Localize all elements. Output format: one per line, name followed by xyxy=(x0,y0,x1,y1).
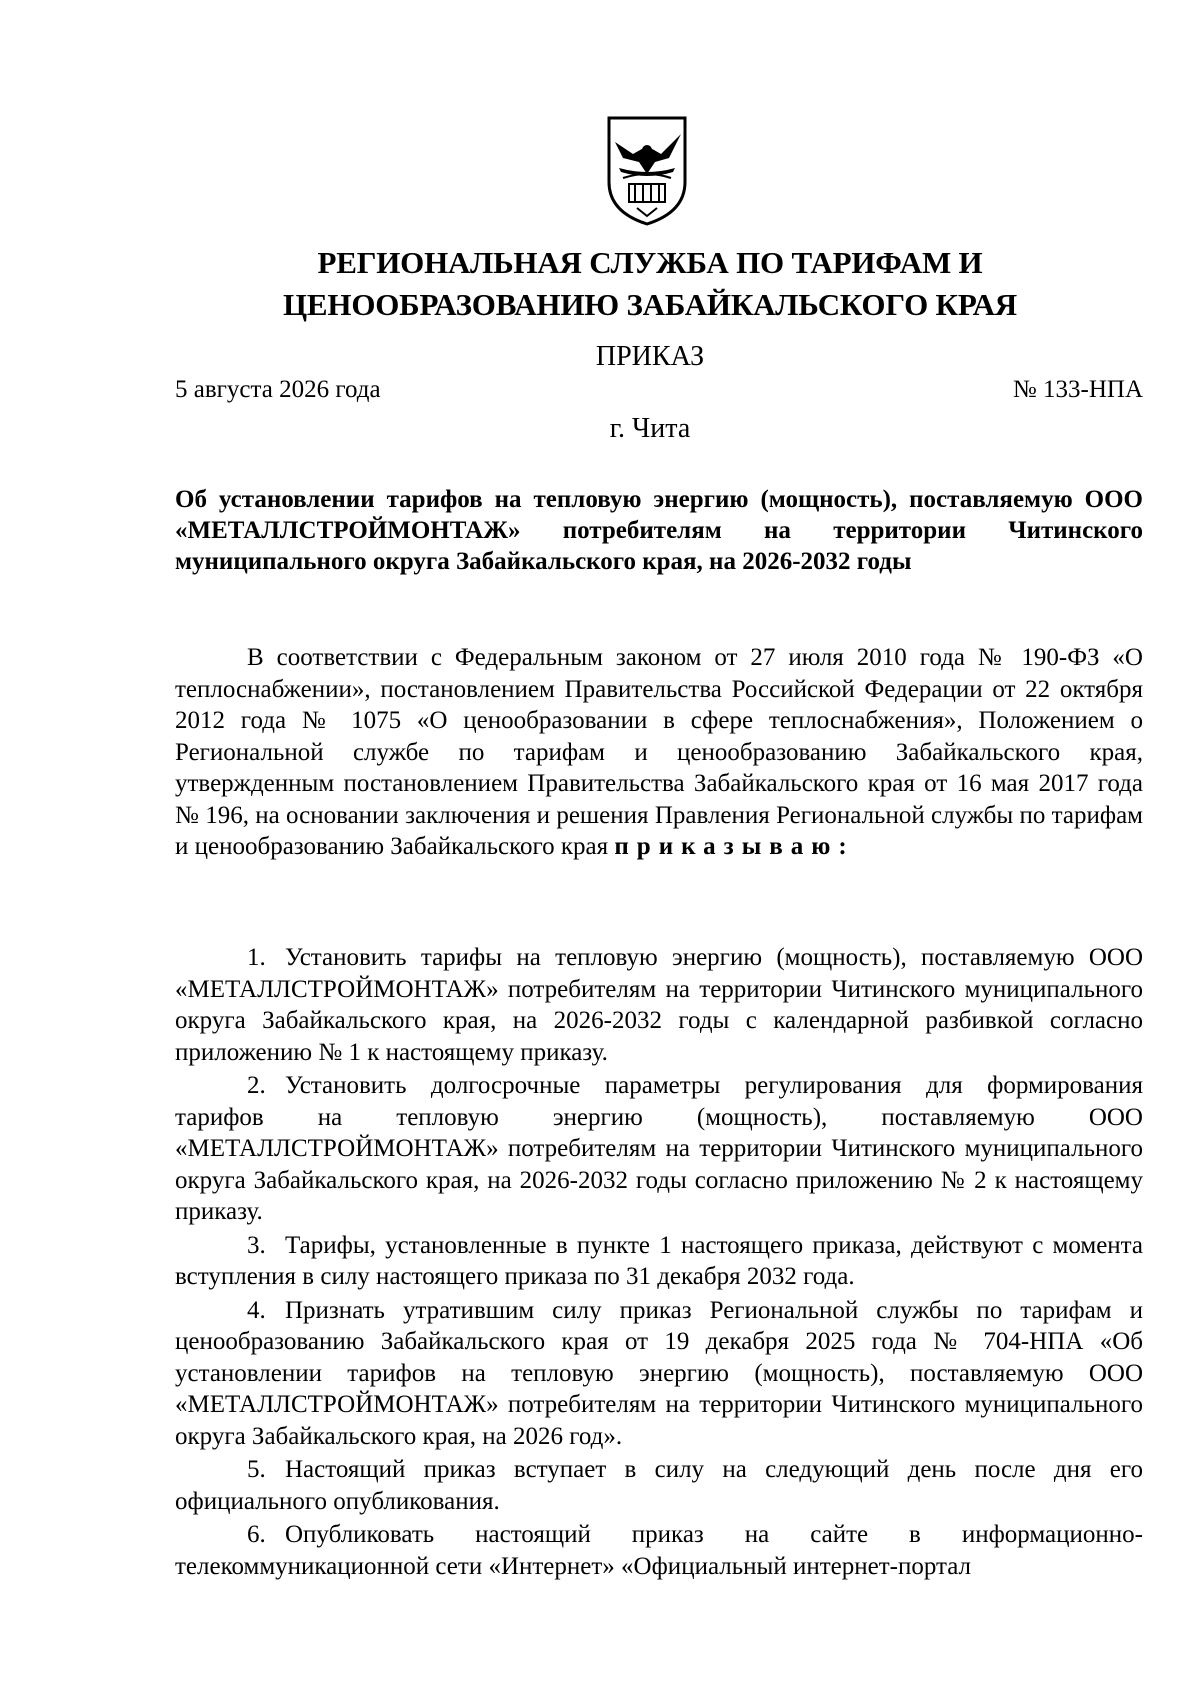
document-number: № 133-НПА xyxy=(1012,376,1143,403)
order-item-text: Установить долгосрочные параметры регулирования для формирования тарифов на тепловую энергию (мощность), поставляемую ООО «МЕТАЛЛСТРОЙМОНТАЖ» потребителям на территории Читинского муниципального округа Забайкальского края, на 2026-2032 годы согласно приложению № 2 к настоящему приказу. xyxy=(175,1072,1143,1225)
order-item-6 xyxy=(175,1519,1143,1582)
order-item-number: 4. xyxy=(247,1296,266,1324)
preamble-text: В соответствии с Федеральным законом от 27 июля 2010 года № 190-ФЗ «О теплоснабжении», постановлением Правительства Российской Федерации от 22 октября 2012 года № 1075 «О ценообразовании в сфере теплоснабжения», Положением о Региональной службе по тарифам и ценообразованию Забайкальского края, утвержденным постановлением Правительства Забайкальского края от 16 мая 2017 года № 196, на основании заключения и решения Правления Региональной службы по тарифам и ценообразованию Забайкальского края xyxy=(175,644,1143,860)
order-item-number: 1. xyxy=(247,944,266,971)
document-date: 5 августа 2026 года xyxy=(175,376,381,403)
order-item-text: Опубликовать настоящий приказ на сайте в информационно-телекоммуникационной сети «Интернет» «Официальный интернет-портал xyxy=(175,1521,1143,1580)
order-item-number: 5. xyxy=(247,1456,266,1483)
coat-of-arms-icon xyxy=(603,112,691,228)
organization-title-line-1: РЕГИОНАЛЬНАЯ СЛУЖБА ПО ТАРИФАМ И xyxy=(317,245,983,280)
preamble xyxy=(175,642,1143,863)
order-item-4 xyxy=(175,1295,1143,1453)
order-word: приказываю: xyxy=(614,833,855,860)
order-item-text: Признать утратившим силу приказ Региональной службы по тарифам и ценообразованию Забайкальского края от 19 декабря 2025 года № 704-НПА «Об установлении тарифов на тепловую энергию (мощность), поставляемую ООО «МЕТАЛЛСТРОЙМОНТАЖ» потребителям на территории Читинского муниципального округа Забайкальского края, на 2026 год». xyxy=(175,1296,1143,1450)
preamble-paragraph xyxy=(175,642,1143,863)
order-items xyxy=(175,942,1143,1584)
organization-title-line-2: ЦЕНООБРАЗОВАНИЮ ЗАБАЙКАЛЬСКОГО КРАЯ xyxy=(283,287,1017,322)
order-item-2 xyxy=(175,1070,1143,1228)
order-item-text: Настоящий приказ вступает в силу на следующий день после дня его официального опубликования. xyxy=(175,1456,1143,1515)
document-kind: ПРИКАЗ xyxy=(595,341,705,372)
order-item-number: 6. xyxy=(247,1521,266,1548)
document-city: г. Чита xyxy=(609,413,691,444)
order-item-number: 3. xyxy=(247,1231,266,1259)
order-item-1 xyxy=(175,942,1143,1068)
document-subject: Об установлении тарифов на тепловую энергию (мощность), поставляемую ООО «МЕТАЛЛСТРОЙМОНТАЖ» потребителям на территории Читинского муниципального округа Забайкальского края, на 2026-2032 годы xyxy=(175,486,1143,575)
order-item-text: Тарифы, установленные в пункте 1 настоящего приказа, действуют с момента вступления в силу настоящего приказа по 31 декабря 2032 года. xyxy=(175,1231,1143,1290)
organization-title xyxy=(160,242,1140,326)
order-item-5 xyxy=(175,1454,1143,1517)
order-item-number: 2. xyxy=(247,1072,266,1099)
order-item-text: Установить тарифы на тепловую энергию (мощность), поставляемую ООО «МЕТАЛЛСТРОЙМОНТАЖ» потребителям на территории Читинского муниципального округа Забайкальского края, на 2026-2032 годы с календарной разбивкой согласно приложению № 1 к настоящему приказу. xyxy=(175,944,1143,1066)
order-item-3 xyxy=(175,1230,1143,1293)
